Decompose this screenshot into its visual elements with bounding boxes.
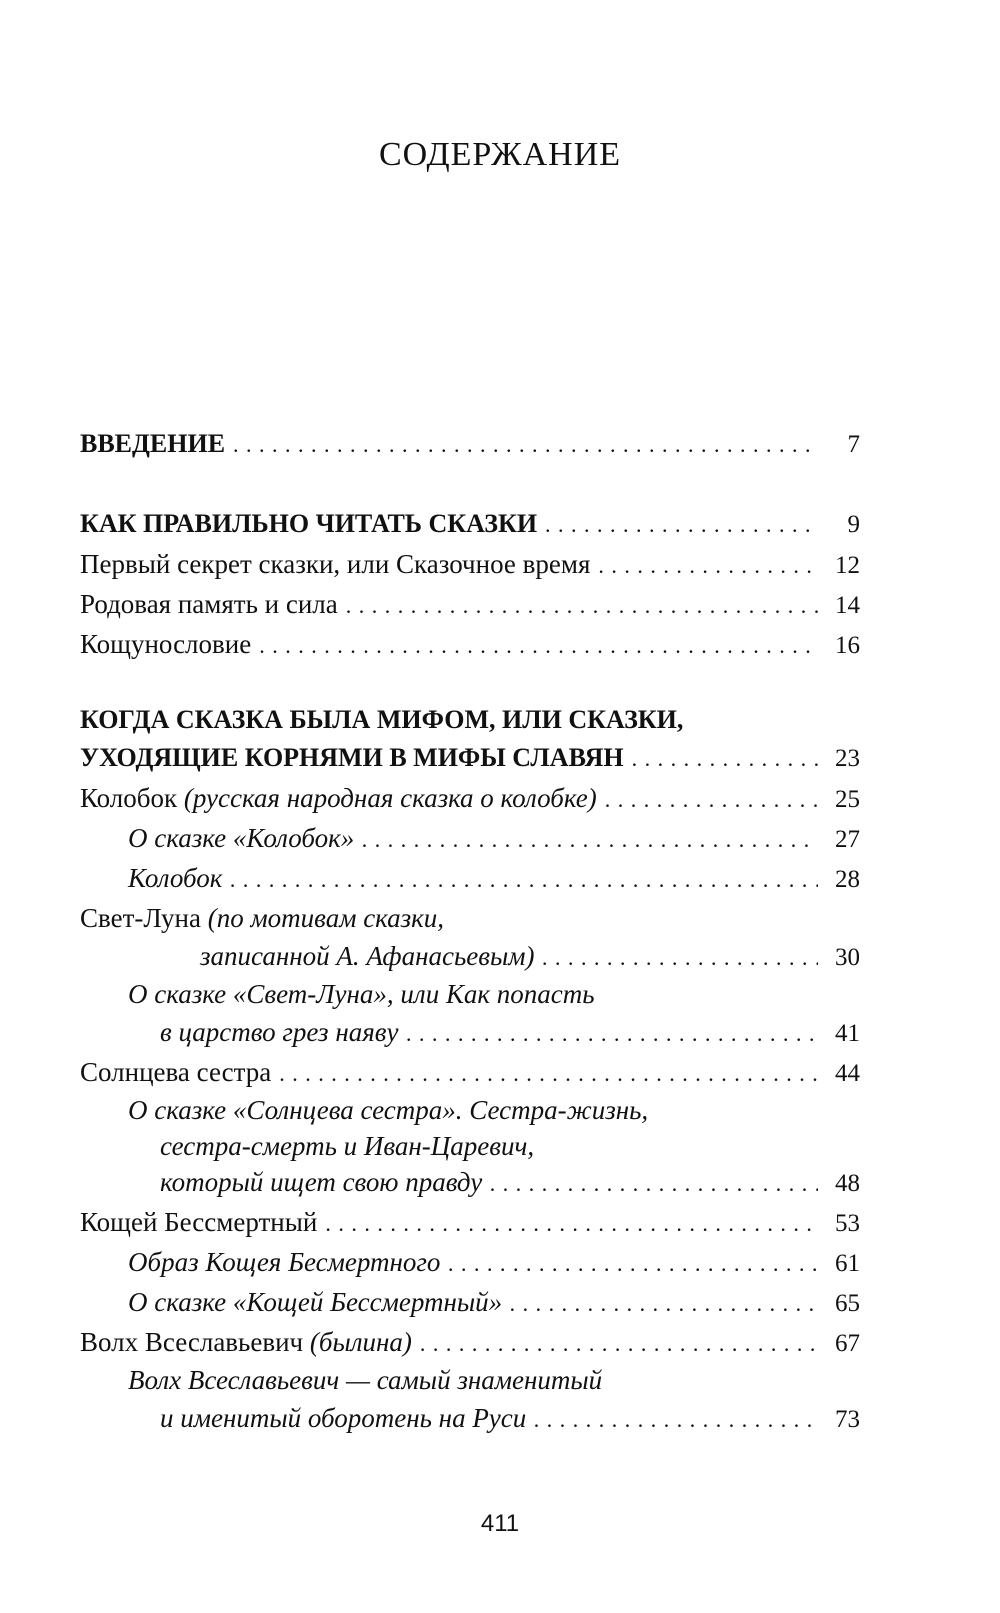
- toc-entry-title: Кощунословие: [80, 629, 252, 659]
- dot-leader: [346, 588, 818, 624]
- toc-page-number: 9: [847, 511, 860, 538]
- toc-entry-title: Солнцева сестра: [80, 1057, 272, 1087]
- dot-leader: [545, 507, 818, 543]
- toc-entry-about-svet-luna[interactable]: [160, 1014, 860, 1052]
- toc-entry-title: Родовая память и сила: [80, 589, 338, 619]
- dot-leader: [510, 1286, 818, 1322]
- toc-page-number: 27: [835, 826, 860, 853]
- dot-leader: [490, 1166, 818, 1202]
- dot-leader: [420, 1326, 818, 1362]
- toc-entry-myth-section[interactable]: [80, 740, 860, 777]
- toc-entry-title: Первый секрет сказки, или Сказочное время: [80, 549, 591, 579]
- toc-entry-title: ВВЕДЕНИЕ: [80, 429, 226, 458]
- toc-entry-title: КАК ПРАВИЛЬНО ЧИТАТЬ СКАЗКИ: [80, 509, 538, 538]
- toc-entry-svet-luna[interactable]: [200, 938, 860, 976]
- toc-entry-title: Кощей Бессмертный: [80, 1207, 318, 1237]
- toc-entry-obraz-koshcheya[interactable]: [128, 1244, 860, 1282]
- toc-page-number: 12: [835, 552, 860, 579]
- dot-leader: [542, 940, 818, 976]
- dot-leader: [233, 427, 818, 463]
- toc-entry-note: (русская народная сказка о колобке): [183, 783, 597, 813]
- toc-page-number: 25: [835, 786, 860, 813]
- toc-svet-luna-line1[interactable]: [80, 900, 444, 936]
- toc-entry-title: Колобок: [128, 863, 223, 893]
- toc-entry-title: в царство грез наяву: [160, 1017, 399, 1047]
- toc-page-number: 61: [835, 1250, 860, 1277]
- toc-page-number: 67: [835, 1330, 860, 1357]
- toc-entry-note: записанной А. Афанасьевым): [200, 941, 535, 971]
- toc-entry-how-to-read[interactable]: [80, 506, 860, 543]
- toc-page-number: 28: [835, 866, 860, 893]
- page-number: 411: [480, 1510, 520, 1537]
- toc-entry-volkh[interactable]: [80, 1324, 860, 1362]
- toc-entry-solntseva-sestra[interactable]: [80, 1054, 860, 1092]
- dot-leader: [534, 1402, 818, 1438]
- toc-page-number: 48: [835, 1170, 860, 1197]
- toc-entry-title: и именитый оборотень на Руси: [160, 1403, 527, 1433]
- toc-entry-first-secret[interactable]: [80, 546, 860, 584]
- toc-entry-about-kolobok[interactable]: [128, 820, 860, 858]
- toc-page-number: 30: [835, 944, 860, 971]
- toc-about-solntseva-line2[interactable]: сестра-смерть и Иван-Царевич,: [160, 1131, 535, 1161]
- toc-entry-about-koshchei[interactable]: [128, 1284, 860, 1322]
- toc-entry-about-solntseva[interactable]: [160, 1164, 860, 1202]
- toc-entry-note: (по мотивам сказки,: [207, 903, 445, 933]
- toc-section-myth-line1[interactable]: КОГДА СКАЗКА БЫЛА МИФОМ, ИЛИ СКАЗКИ,: [80, 705, 684, 734]
- dot-leader: [325, 1206, 818, 1242]
- toc-entry-title: О сказке «Колобок»: [128, 823, 355, 853]
- toc-page-number: 53: [835, 1210, 860, 1237]
- page-title: СОДЕРЖАНИЕ: [378, 136, 622, 173]
- toc-entry-title: Образ Кощея Бесмертного: [128, 1247, 441, 1277]
- dot-leader: [598, 548, 818, 584]
- toc-entry-title: [80, 1324, 412, 1360]
- toc-page-number: 44: [835, 1060, 860, 1087]
- toc-entry-name: Свет-Луна: [80, 903, 201, 933]
- toc-page-number: 41: [835, 1020, 860, 1047]
- toc-entry-title: УХОДЯЩИЕ КОРНЯМИ В МИФЫ СЛАВЯН: [80, 743, 624, 772]
- toc-page-number: 23: [835, 745, 860, 772]
- toc-entry-title: который ищет свою правду: [160, 1167, 483, 1197]
- dot-leader: [605, 782, 818, 818]
- dot-leader: [230, 862, 818, 898]
- toc-entry-intro[interactable]: [80, 426, 860, 463]
- toc-page-number: 7: [847, 431, 860, 458]
- toc-entry-kolobok[interactable]: [80, 780, 860, 818]
- dot-leader: [259, 628, 818, 664]
- toc-entry-name: Волх Всеславьевич: [80, 1327, 304, 1357]
- toc-entry-title: [80, 780, 597, 816]
- dot-leader: [632, 741, 818, 777]
- dot-leader: [279, 1056, 818, 1092]
- dot-leader: [407, 1016, 819, 1052]
- toc-entry-about-volkh[interactable]: [160, 1400, 860, 1438]
- toc-page-number: 73: [835, 1406, 860, 1433]
- dot-leader: [362, 822, 818, 858]
- toc-about-solntseva-line1[interactable]: О сказке «Солнцева сестра». Сестра-жизнь,: [128, 1095, 649, 1125]
- toc-entry-note: (былина): [309, 1327, 412, 1357]
- toc-entry-koshchunoslovie[interactable]: [80, 626, 860, 664]
- toc-page-number: 14: [835, 592, 860, 619]
- toc-entry-title: О сказке «Кощей Бессмертный»: [128, 1287, 503, 1317]
- toc-entry-kolobok-sub[interactable]: [128, 860, 860, 898]
- toc-about-svet-luna-line1[interactable]: О сказке «Свет-Луна», или Как попасть: [128, 979, 595, 1009]
- dot-leader: [448, 1246, 818, 1282]
- toc-page-number: 65: [835, 1290, 860, 1317]
- toc-entry-koshchei[interactable]: [80, 1204, 860, 1242]
- table-of-contents: [80, 0, 860, 1613]
- toc-about-volkh-line1[interactable]: Волх Всеславьевич — самый знаменитый: [128, 1365, 603, 1395]
- toc-page-number: 16: [835, 632, 860, 659]
- toc-entry-ancestral-memory[interactable]: [80, 586, 860, 624]
- toc-entry-name: Колобок: [80, 783, 178, 813]
